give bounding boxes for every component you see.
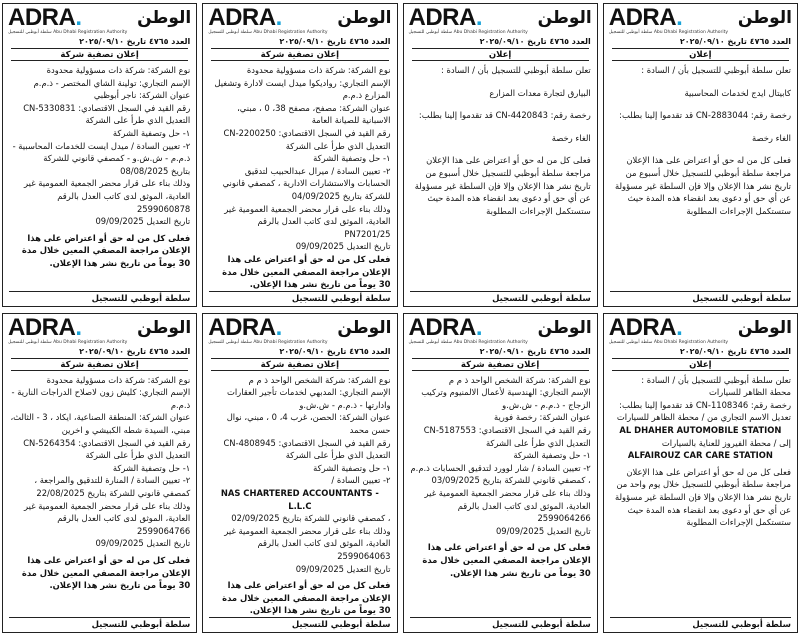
body-line: وذلك بناء على قرار محضر الجمعية العمومية غير العادية، الموثق لدى كاتب العدل بالرقم PN7201/25 (224, 203, 391, 239)
newspaper-logo: الوطن (537, 8, 592, 28)
body-line: ٢- تعيين السادة / شار لوورد لتدقيق الحسابات ذ.م.م ، كمصفي قانوني للشركة بتاريخ 03/09/2025 (410, 462, 591, 486)
adra-text: ADRA (608, 4, 677, 31)
body-line: وذلك بناء على قرار محضر الجمعية العمومية غير العادية، الموثق لدى كاتب العدل بالرقم 2599064266 (424, 488, 591, 524)
card-header (3, 314, 196, 346)
adra-dot-icon: . (275, 4, 282, 31)
adra-wordmark (8, 313, 82, 341)
adra-text: ADRA (208, 4, 276, 31)
body-line: تعلن سلطة أبوظبي للتسجيل بأن / السادة : (641, 65, 791, 75)
body-line: رقم القيد في السجل الاقتصادي: CN-5264354 (23, 437, 191, 448)
body-line: ٢- تعيين السادة / ميدل ايست للخدمات المحاسبية - ذ.م.م - ش.ش.و - كمصفي قانوني للشركة (12, 140, 191, 164)
body-line: الإسم التجاري: كليش زون لاصلاح الدراجات النارية - ذ.م.م (11, 387, 191, 410)
body-line: وذلك بناء على قرار محضر الجمعية العمومية غير العادية، الموثق لدى كاتب العدل بالرقم 2599064766 (24, 500, 191, 536)
card-body (404, 61, 597, 291)
card-footer: سلطة أبوظبي للتسجيل (410, 617, 591, 632)
body-line: الإسم التجاري: المدبهي لخدمات تأجير العقارات وادارتها - ذ.م.م - ش.ش.و (226, 387, 391, 410)
body-line: NAS CHARTERED ACCOUNTANTS - L.L.C (220, 488, 379, 511)
card-title: إعلان تصفية شركة (211, 48, 388, 61)
issue-date: العدد ٤٧٦٥ تاريخ ٢٠٢٥/٠٩/١٠ (79, 346, 191, 356)
adra-subtitle: سلطة أبوظبي للتسجيل Abu Dhabi Registration Authority (8, 339, 128, 345)
adra-logo (608, 4, 729, 35)
adra-text: ADRA (8, 313, 76, 341)
body-line: فعلى كل من له حق أو اعتراض على هذا الإعلان مراجعة المصفي المعين خلال مدة 30 يوماً من تاريخ نشر هذا الإعلان. (422, 542, 591, 578)
issue-date: العدد ٤٧٦٥ تاريخ ٢٠٢٥/٠٩/١٠ (279, 37, 391, 46)
body-line: الإسم التجاري: رواديكوا ميدل ايست لادارة وتشغيل المزارع ذ.م.م (214, 77, 391, 101)
card-title: إعلان تصفية شركة (11, 48, 188, 61)
card-title: إعلان تصفية شركة (11, 358, 188, 371)
body-line: رقم القيد في السجل الاقتصادي: CN-2200250 (223, 127, 391, 138)
body-line: التعديل الذي طرأ على الشركة (285, 450, 391, 461)
adra-dot-icon: . (676, 4, 683, 31)
adra-dot-icon: . (75, 313, 82, 341)
adra-subtitle: سلطة أبوظبي للتسجيل Abu Dhabi Registration Authority (8, 30, 128, 35)
body-line: عنوان الشركة: المنطقة الصناعية، ايكاد ، 3 - الثالث، مبني، السيدة شطه الكبيشي و اخرين (10, 412, 191, 436)
body-line: ٢- تعيين السادة / (331, 475, 391, 486)
body-line: ALFAIROUZ CAR CARE STATION (627, 450, 773, 461)
card-footer: سلطة أبوظبي للتسجيل (9, 617, 190, 632)
body-line: التعديل الذي طرأ على الشركة (285, 140, 391, 151)
adra-dot-icon: . (475, 313, 482, 341)
adra-wordmark (208, 313, 282, 341)
body-line: ١- حل وتصفية الشركة (112, 462, 191, 473)
body-line: الغاء رخصة (551, 132, 591, 143)
body-line: رقم القيد في السجل الاقتصادي: CN-5330831 (23, 102, 191, 113)
card-header (203, 314, 396, 346)
body-line: نوع الشركة: شركة الشخص الواحد ذ م م (448, 374, 591, 385)
announcement-card (202, 3, 397, 307)
body-line: وذلك بناء على قرار محضر الجمعية العمومية غير العادية، الموثق لدى كاتب العدل بالرقم 2599060878 (24, 178, 191, 214)
body-line: تاريخ التعديل 09/09/2025 (495, 525, 591, 536)
body-line: فعلى كل من له حق أو اعتراض على هذا الإعلان مراجعة المصفي المعين خلال مدة 30 يوماً من تاريخ نشر هذا الإعلان. (222, 580, 391, 616)
card-header (604, 314, 797, 346)
card-title: إعلان (412, 48, 589, 61)
body-line: عنوان الشركة: مصفح، مصفح 38، 0 ، مبني، الاسبانية للصيانة العامة (237, 102, 391, 126)
card-title: إعلان (612, 48, 789, 61)
adra-subtitle: سلطة أبوظبي للتسجيل Abu Dhabi Registration Authority (208, 30, 328, 35)
body-line: ١- حل وتصفية الشركة (313, 462, 391, 473)
body-line: ٢- تعيين السادة / ميرال عبدالحبيب لتدقيق الحسابات والاستشارات الادارية ، كمصفي قانوني للشركة بتاريخ 04/09/2025 (222, 165, 391, 201)
card-footer: سلطة أبوظبي للتسجيل (610, 291, 791, 306)
adra-subtitle: سلطة أبوظبي للتسجيل Abu Dhabi Registration Authority (608, 339, 729, 345)
adra-wordmark (408, 4, 483, 31)
card-body (203, 61, 396, 291)
body-line: البيارق لتجارة معدات المزارع (489, 87, 591, 98)
adra-logo (408, 4, 528, 35)
card-header (604, 4, 797, 36)
body-line: فعلى كل من له حق أو اعتراض على هذا الإعلان مراجعة المصفي المعين خلال مدة 30 يوماً من تاريخ نشر هذا الإعلان. (222, 253, 391, 290)
body-line: ١- حل وتصفية الشركة (313, 153, 391, 164)
adra-wordmark (208, 4, 282, 31)
card-title: إعلان تصفية شركة (211, 358, 388, 371)
body-line: وذلك بناء على قرار محضر الجمعية العمومية غير العادية، الموثق لدى كاتب العدل بالرقم 2599064063 (224, 525, 391, 561)
body-line: فعلى كل من له حق أو اعتراض على هذا الإعلان مراجعة سلطة أبوظبي للتسجيل خلال أسبوع من تاريخ نشر هذا الإعلان وإلا فإن السلطة غير مسؤولة عن أي حق أو دعوى بعد انقضاء هذه المدة حيث ستستكمل الإجراءات المطلوبة (414, 155, 591, 216)
adra-text: ADRA (408, 4, 476, 31)
announcement-card (2, 313, 197, 633)
body-line: محطة الظاهر للسيارات (708, 387, 791, 398)
adra-text: ADRA (408, 313, 476, 341)
issue-date: العدد ٤٧٦٥ تاريخ ٢٠٢٥/٠٩/١٠ (679, 346, 791, 356)
adra-logo (408, 313, 528, 345)
adra-logo (608, 313, 729, 345)
body-line: إلى / محطة الفيروز للعناية بالسيارات (661, 437, 791, 448)
adra-text: ADRA (8, 4, 76, 31)
body-line: فعلى كل من له حق أو اعتراض على هذا الإعلان مراجعة المصفي المعين خلال مدة 30 يوماً من تاريخ نشر هذا الإعلان. (21, 555, 191, 591)
body-line: تعلن سلطة أبوظبي للتسجيل بأن / السادة : (641, 374, 791, 385)
adra-subtitle: سلطة أبوظبي للتسجيل Abu Dhabi Registration Authority (208, 339, 328, 345)
adra-logo (8, 313, 128, 345)
body-line: ١- حل وتصفية الشركة (513, 450, 591, 461)
newspaper-logo: الوطن (137, 317, 192, 338)
body-line: ٢- تعيين السادة / المنارة للتدقيق والمراجعة ، كمصفي قانوني للشركة بتاريخ 22/08/2025 (34, 475, 191, 499)
body-line: رخصة رقم: CN-1108346 قد تقدموا إلينا بطلب: (619, 399, 791, 410)
body-line: التعديل الذي طرأ على الشركة (485, 437, 591, 448)
card-footer: سلطة أبوظبي للتسجيل (209, 617, 390, 632)
body-line: نوع الشركة: شركة ذات مسؤولية محدودة (246, 65, 391, 75)
adra-text: ADRA (208, 313, 276, 341)
body-line: رخصة رقم: CN-2883044 قد تقدموا إلينا بطلب: (619, 110, 791, 121)
announcement-card (603, 3, 798, 307)
adra-wordmark (8, 4, 82, 31)
adra-logo (8, 4, 128, 35)
body-line: رخصة رقم: CN-4420843 قد تقدموا إلينا بطلب: (418, 110, 591, 121)
body-line: نوع الشركة: شركة الشخص الواحد ذ م م (248, 374, 391, 385)
issue-date: العدد ٤٧٦٥ تاريخ ٢٠٢٥/٠٩/١٠ (479, 37, 591, 46)
body-line: AL DHAHER AUTOMOBILE STATION (619, 425, 782, 436)
body-line: تعلن سلطة أبوظبي للتسجيل بأن / السادة : (440, 65, 591, 75)
card-header (203, 4, 396, 36)
adra-dot-icon: . (475, 4, 482, 31)
newspaper-logo: الوطن (537, 317, 592, 338)
body-line: الغاء رخصة (751, 132, 791, 143)
card-body (3, 61, 196, 291)
adra-text: ADRA (608, 313, 677, 341)
body-line: التعديل الذي طرأ على الشركة (85, 115, 191, 126)
body-line: عنوان الشركة: رخصة فورية (493, 412, 591, 423)
adra-dot-icon: . (75, 4, 82, 31)
adra-dot-icon: . (275, 313, 282, 341)
body-line: نوع الشركة: شركة ذات مسؤولية محدودة (46, 65, 191, 75)
body-line: فعلى كل من له حق أو اعتراض على هذا الإعلان مراجعة المصفي المعين خلال مدة 30 يوماً من تاريخ نشر هذا الإعلان. (21, 232, 191, 268)
card-title: إعلان تصفية شركة (412, 358, 589, 371)
card-title: إعلان (612, 358, 789, 371)
card-footer: سلطة أبوظبي للتسجيل (410, 291, 591, 306)
card-header (3, 4, 196, 36)
body-line: التعديل الذي طرأ على الشركة (85, 450, 191, 461)
newspaper-logo: الوطن (337, 8, 392, 28)
adra-wordmark (408, 313, 483, 341)
body-line: الإسم التجاري: تولينة الشاي المختصر - ذ.م.م (33, 77, 191, 88)
card-body (404, 371, 597, 617)
issue-date: العدد ٤٧٦٥ تاريخ ٢٠٢٥/٠٩/١٠ (279, 346, 391, 356)
announcement-card (2, 3, 197, 307)
body-line: رقم القيد في السجل الاقتصادي: CN-4808945 (223, 437, 391, 448)
adra-logo (208, 4, 328, 35)
announcement-card (202, 313, 397, 633)
body-line: فعلى كل من له حق أو اعتراض على هذا الإعلان مراجعة سلطة أبوظبي للتسجيل خلال أسبوع من تاريخ نشر هذا الإعلان وإلا فإن السلطة غير مسؤولة عن أي حق أو دعوى بعد انقضاء هذه المدة حيث ستستكمل الإجراءات المطلوبة (614, 155, 791, 216)
body-line: الإسم التجاري: الهندسية لأعمال الالمنيوم وتركيب الزجاج - ذ.م.م - ش.ش.و (421, 387, 591, 410)
body-line: عنوان الشركة: ناجر أبوظبي (93, 90, 191, 101)
body-line: كابيتال ايدج لخدمات المحاسبية (684, 87, 791, 98)
body-line: تاريخ التعديل 09/09/2025 (95, 538, 191, 549)
newspaper-logo: الوطن (337, 317, 392, 338)
body-line: رقم القيد في السجل الاقتصادي: CN-5187553 (423, 425, 591, 436)
body-line: تاريخ التعديل 09/09/2025 (95, 216, 191, 227)
card-footer: سلطة أبوظبي للتسجيل (209, 291, 390, 306)
body-line: فعلى كل من له حق أو اعتراض على هذا الإعلان مراجعة سلطة أبوظبي للتسجيل خلال يوم واحد من تاريخ نشر هذا الإعلان وإلا فإن السلطة غير مسؤولة عن أي حق أو دعوى بعد انقضاء هذه المدة حيث ستستكمل الإجراءات المطلوبة (614, 466, 791, 528)
card-footer: سلطة أبوظبي للتسجيل (610, 617, 791, 632)
body-line: تاريخ التعديل 09/09/2025 (295, 241, 391, 252)
body-line: بتاريخ 08/08/2025 (120, 165, 191, 176)
announcement-card (403, 3, 598, 307)
issue-date: العدد ٤٧٦٥ تاريخ ٢٠٢٥/٠٩/١٠ (679, 37, 791, 46)
newspaper-logo: الوطن (737, 8, 792, 28)
newspaper-logo: الوطن (137, 8, 192, 28)
issue-date: العدد ٤٧٦٥ تاريخ ٢٠٢٥/٠٩/١٠ (79, 37, 191, 46)
card-header (404, 4, 597, 36)
body-line: تعديل الاسم التجاري من / محطة الظاهر للسيارات (616, 412, 791, 423)
issue-date: العدد ٤٧٦٥ تاريخ ٢٠٢٥/٠٩/١٠ (479, 346, 591, 356)
body-line: ، كمصفي قانوني للشركة بتاريخ 02/09/2025 (231, 513, 391, 524)
newspaper-logo: الوطن (737, 317, 792, 338)
announcement-card (403, 313, 598, 633)
card-body (3, 371, 196, 617)
adra-logo (208, 313, 328, 345)
body-line: ١- حل وتصفية الشركة (112, 127, 191, 138)
adra-subtitle: سلطة أبوظبي للتسجيل Abu Dhabi Registration Authority (408, 30, 528, 35)
announcement-card (603, 313, 798, 633)
card-header (404, 314, 597, 346)
card-footer: سلطة أبوظبي للتسجيل (9, 291, 190, 306)
body-line: نوع الشركة: شركة ذات مسؤولية محدودة (46, 374, 191, 385)
announcements-grid (2, 3, 798, 630)
body-line: عنوان الشركة: الحصن، غرب 4، 0 ، مبني، نوال حسن محمد (226, 412, 391, 436)
adra-wordmark (608, 313, 683, 341)
card-body (604, 371, 797, 617)
adra-subtitle: سلطة أبوظبي للتسجيل Abu Dhabi Registration Authority (408, 339, 528, 345)
adra-dot-icon: . (676, 313, 683, 341)
card-body (203, 371, 396, 617)
adra-subtitle: سلطة أبوظبي للتسجيل Abu Dhabi Registration Authority (608, 30, 729, 35)
card-body (604, 61, 797, 291)
adra-wordmark (608, 4, 683, 31)
body-line: تاريخ التعديل 09/09/2025 (295, 563, 391, 574)
